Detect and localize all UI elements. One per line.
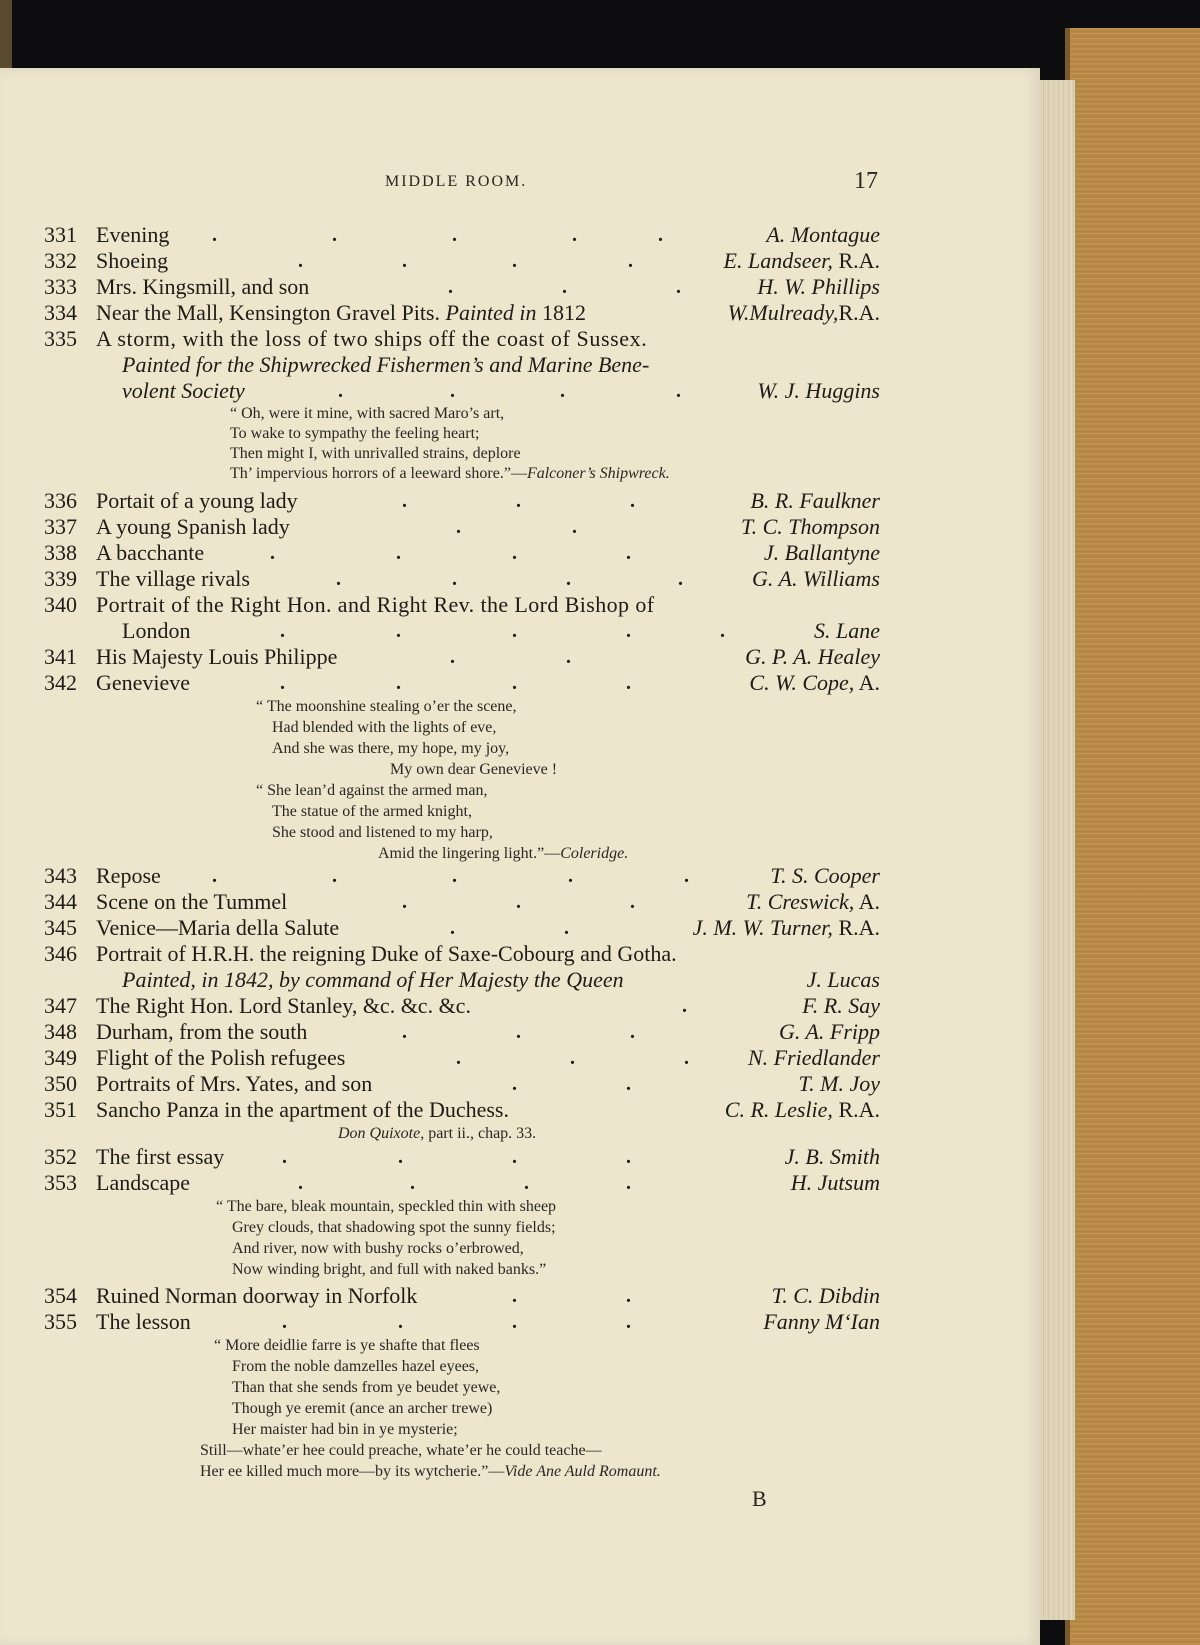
catalogue-entry: 353 Landscape . . . . H. Jutsum <box>44 1170 880 1195</box>
entry-artist: J. Ballantyne <box>763 540 880 565</box>
entry-number: 343 <box>44 863 77 888</box>
catalogue-entry: 332 Shoeing . . . . E. Landseer, R.A. <box>44 248 880 273</box>
entry-number: 340 <box>44 592 77 617</box>
catalogue-entry: 347 The Right Hon. Lord Stanley, &c. &c. &c. . F. R. Say <box>44 993 880 1018</box>
entry-title: Landscape <box>96 1170 191 1195</box>
running-head: MIDDLE ROOM. <box>385 173 528 190</box>
catalogue-entry: 354 Ruined Norman doorway in Norfolk . . T. C. Dibdin <box>44 1283 880 1308</box>
entry-number: 350 <box>44 1071 77 1096</box>
entry-artist: N. Friedlander <box>748 1045 880 1070</box>
entry-number: 351 <box>44 1097 77 1122</box>
entry-artist: B. R. Faulkner <box>750 488 880 513</box>
entry-number: 344 <box>44 889 77 914</box>
entry-number: 335 <box>44 326 77 351</box>
entry-title: The village rivals <box>96 566 250 591</box>
entry-artist: T. Creswick, A. <box>746 889 880 914</box>
entry-title: Portrait of H.R.H. the reigning Duke of Saxe-Cobourg and Gotha. <box>96 941 677 966</box>
entry-artist: F. R. Say <box>802 993 880 1018</box>
entry-number: 349 <box>44 1045 77 1070</box>
entry-number: 346 <box>44 941 77 966</box>
catalogue-entry: 345 Venice—Maria della Salute . . J. M. W. Turner, R.A. <box>44 915 880 940</box>
entry-title: Sancho Panza in the apartment of the Duchess. <box>96 1097 509 1122</box>
entry-title: The Right Hon. Lord Stanley, &c. &c. &c. <box>96 993 471 1018</box>
catalogue-entry: 355 The lesson . . . . Fanny M‘Ian <box>44 1309 880 1334</box>
entry-artist: C. R. Leslie, R.A. <box>724 1097 880 1122</box>
catalogue-entry: 350 Portraits of Mrs. Yates, and son . . T. M. Joy <box>44 1071 880 1096</box>
entry-subtitle: Painted for the Shipwrecked Fishermen’s and Marine Bene- <box>122 352 650 377</box>
catalogue-entry: 339 The village rivals . . . . G. A. Williams <box>44 566 880 591</box>
entry-number: 347 <box>44 993 77 1018</box>
book-cover-board <box>1070 28 1200 1645</box>
catalogue-entry: 343 Repose . . . . . T. S. Cooper <box>44 863 880 888</box>
entry-title: Portrait of the Right Hon. and Right Rev. the Lord Bishop of <box>96 592 655 617</box>
catalogue-entry: 338 A bacchante . . . . J. Ballantyne <box>44 540 880 565</box>
entry-title: Durham, from the south <box>96 1019 308 1044</box>
entry-number: 332 <box>44 248 77 273</box>
entry-number: 352 <box>44 1144 77 1169</box>
catalogue-entry <box>0 300 1040 326</box>
entry-title: Scene on the Tummel <box>96 889 288 914</box>
entry-number: 341 <box>44 644 77 669</box>
entry-title: Mrs. Kingsmill, and son <box>96 274 310 299</box>
catalogue-entry: 341 His Majesty Louis Philippe . . G. P. A. Healey <box>44 644 880 669</box>
entry-title: Genevieve <box>96 670 191 695</box>
entry-title: Near the Mall, Kensington Gravel Pits. Painted in 1812 <box>96 300 587 325</box>
entry-number: 331 <box>44 222 77 247</box>
entry-artist: J. M. W. Turner, R.A. <box>692 915 880 940</box>
entry-number: 354 <box>44 1283 77 1308</box>
entry-artist: A. Montague <box>766 222 880 247</box>
catalogue-entry: 344 Scene on the Tummel . . . T. Creswick, A. <box>44 889 880 914</box>
entry-title: A storm, with the loss of two ships off the coast of Sussex. <box>96 326 648 351</box>
entry-artist: S. Lane <box>814 618 880 643</box>
entry-title: A young Spanish lady <box>96 514 290 539</box>
entry-title: A bacchante <box>96 540 205 565</box>
entry-artist: T. M. Joy <box>798 1071 880 1096</box>
entry-number: 336 <box>44 488 77 513</box>
catalogue-entry: 331 Evening . . . . . A. Montague <box>44 222 880 247</box>
entry-subtitle: Painted, in 1842, by command of Her Majesty the Queen J. Lucas <box>122 967 880 992</box>
catalogue-entry <box>0 941 1040 967</box>
entry-title: Venice—Maria della Salute <box>96 915 340 940</box>
entry-title: His Majesty Louis Philippe <box>96 644 338 669</box>
entry-title: Portait of a young lady <box>96 488 298 513</box>
catalogue-entry <box>0 592 1040 618</box>
entry-title: The first essay <box>96 1144 225 1169</box>
entry-title: The lesson <box>96 1309 191 1334</box>
entry-title: Shoeing <box>96 248 169 273</box>
entry-artist: G. A. Williams <box>752 566 880 591</box>
entry-artist: T. C. Thompson <box>741 514 880 539</box>
entry-artist: J. Lucas <box>806 967 880 992</box>
catalogue-entry <box>0 326 1040 352</box>
entry-artist: H. Jutsum <box>790 1170 880 1195</box>
entry-title: Evening <box>96 222 170 247</box>
entry-title: Portraits of Mrs. Yates, and son <box>96 1071 373 1096</box>
entry-artist: J. B. Smith <box>784 1144 880 1169</box>
entry-artist: T. C. Dibdin <box>771 1283 880 1308</box>
entry-artist: C. W. Cope, A. <box>749 670 880 695</box>
entry-continuation: London . . . . . S. Lane <box>122 618 880 643</box>
catalogue-entry <box>0 1097 1040 1123</box>
entry-number: 345 <box>44 915 77 940</box>
catalogue-entry: 352 The first essay . . . . J. B. Smith <box>44 1144 880 1169</box>
entry-artist: W.Mulready,R.A. <box>727 300 880 325</box>
entry-artist: E. Landseer, R.A. <box>723 248 880 273</box>
entry-artist: W. J. Huggins <box>757 378 880 403</box>
entry-subtitle: volent Society . . . . W. J. Huggins <box>122 378 880 403</box>
catalogue-entry: 336 Portait of a young lady . . . B. R. Faulkner <box>44 488 880 513</box>
entry-number: 353 <box>44 1170 77 1195</box>
entry-number: 355 <box>44 1309 77 1334</box>
page-number: 17 <box>854 168 878 194</box>
entry-title: Ruined Norman doorway in Norfolk <box>96 1283 418 1308</box>
entry-number: 342 <box>44 670 77 695</box>
entry-artist: G. A. Fripp <box>778 1019 880 1044</box>
entry-number: 334 <box>44 300 77 325</box>
entry-title: Flight of the Polish refugees <box>96 1045 346 1070</box>
catalogue-entry: 337 A young Spanish lady . . T. C. Thompson <box>44 514 880 539</box>
signature-mark: B <box>752 1486 767 1511</box>
entry-number: 338 <box>44 540 77 565</box>
entry-artist: H. W. Phillips <box>757 274 880 299</box>
entry-title: Repose <box>96 863 161 888</box>
entry-number: 337 <box>44 514 77 539</box>
verse-quote: Don Quixote, part ii., chap. 33. <box>338 1125 537 1142</box>
entry-number: 348 <box>44 1019 77 1044</box>
catalogue-entry: 349 Flight of the Polish refugees . . . N. Friedlander <box>44 1045 880 1070</box>
entry-artist: Fanny M‘Ian <box>763 1309 880 1334</box>
entry-artist: G. P. A. Healey <box>745 644 880 669</box>
entry-number: 339 <box>44 566 77 591</box>
catalogue-entry: 333 Mrs. Kingsmill, and son . . . H. W. Phillips <box>44 274 880 299</box>
entry-artist: T. S. Cooper <box>770 863 880 888</box>
catalogue-entry: 342 Genevieve . . . . C. W. Cope, A. <box>44 670 880 695</box>
catalogue-entry: 348 Durham, from the south . . . G. A. Fripp <box>44 1019 880 1044</box>
entry-number: 333 <box>44 274 77 299</box>
